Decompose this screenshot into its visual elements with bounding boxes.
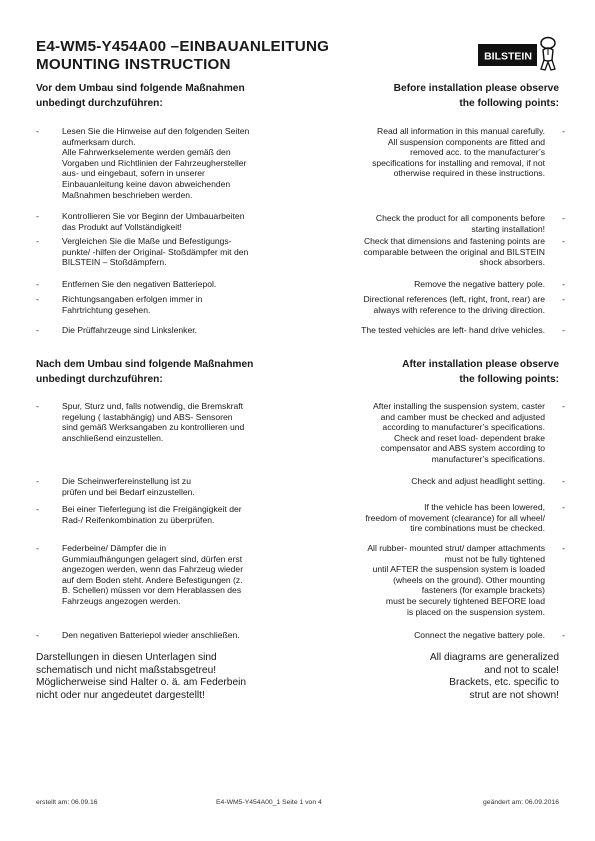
item-text: Check and adjust headlight setting.	[411, 476, 545, 486]
after-item-en	[329, 502, 565, 534]
before-heading-en	[394, 81, 559, 111]
after-item-en	[329, 476, 565, 487]
bullet-dash: -	[562, 213, 565, 223]
bullet-dash: -	[36, 126, 39, 136]
after-item-en	[329, 630, 565, 641]
item-text: Kontrollieren Sie vor Beginn der Umbauarbeiten das Produkt auf Vollständigkeit!	[62, 211, 245, 232]
item-text: Check the product for all components before starting installation!	[375, 213, 545, 234]
item-text: Spur, Sturz und, falls notwendig, die Bremskraft regelung ( lastabhängig) und ABS- Sensoren sind gemäß Werksangaben zu kontrollieren und anschließend einzustellen.	[62, 401, 245, 443]
bullet-dash: -	[36, 401, 39, 411]
after-item-en	[329, 543, 565, 617]
before-item-de	[36, 294, 286, 315]
bullet-dash: -	[36, 294, 39, 304]
bullet-dash: -	[36, 630, 39, 640]
footer-document-page: E4-WM5-Y454A00_1 Seite 1 von 4	[216, 799, 322, 806]
bullet-dash: -	[562, 294, 565, 304]
bullet-dash: -	[562, 236, 565, 246]
after-item-de	[36, 630, 286, 641]
before-item-de	[36, 236, 286, 268]
item-text: Connect the negative battery pole.	[414, 630, 545, 640]
item-text: Remove the negative battery pole.	[414, 279, 545, 289]
bullet-dash: -	[36, 211, 39, 221]
after-item-de	[36, 543, 286, 607]
after-heading-en	[402, 357, 559, 387]
after-item-en	[329, 401, 565, 465]
before-item-en	[329, 236, 565, 268]
before-heading-de-line1: Vor dem Umbau sind folgende Maßnahmen	[36, 83, 245, 94]
bullet-dash: -	[562, 401, 565, 411]
before-heading-de	[36, 81, 245, 111]
before-item-de	[36, 325, 286, 336]
before-item-de	[36, 126, 286, 200]
title-line-en: MOUNTING INSTRUCTION	[36, 56, 231, 73]
item-text: Directional references (left, right, front, rear) are always with reference to the driving direction.	[363, 294, 545, 315]
bullet-dash: -	[562, 279, 565, 289]
title-line-de: E4-WM5-Y454A00 –EINBAUANLEITUNG	[36, 38, 330, 55]
item-text: Entfernen Sie den negativen Batteriepol.	[62, 279, 217, 289]
before-item-en	[329, 279, 565, 290]
final-note-text: All diagrams are generalized and not to scale! Brackets, etc. specific to strut are not shown!	[429, 652, 559, 701]
final-note-de	[36, 652, 286, 702]
before-item-en	[329, 325, 565, 336]
before-heading-de-line2: unbedingt durchzuführen:	[36, 98, 163, 109]
svg-text:BILSTEIN: BILSTEIN	[484, 50, 532, 63]
bullet-dash: -	[562, 543, 565, 553]
item-text: Lesen Sie die Hinweise auf den folgenden Seiten aufmerksam durch. Alle Fahrwerkselemente werden gemäß den Vorgaben und Richtlinien der Fahrzeughersteller aus- und eingebaut, sofern in unserer Einbauanleitung keine davon abweichenden Maßnahmen beschrieben werden.	[62, 126, 250, 200]
before-item-de	[36, 279, 286, 290]
item-text: Die Scheinwerfereinstellung ist zu prüfen und bei Bedarf einzustellen.	[62, 476, 195, 497]
item-text: Richtungsangaben erfolgen immer in Fahrtrichtung gesehen.	[62, 294, 203, 315]
bullet-dash: -	[36, 325, 39, 335]
before-heading-en-line1: Before installation please observe	[393, 83, 559, 94]
item-text: Read all information in this manual carefully. All suspension components are fitted and removed acc. to the manufacturer’s specifications for installing and removal, if not otherwise required in these instructions.	[372, 126, 545, 179]
bullet-dash: -	[562, 630, 565, 640]
bullet-dash: -	[36, 543, 39, 553]
bullet-dash: -	[562, 476, 565, 486]
after-heading-de-line2: unbedingt durchzuführen:	[36, 374, 163, 385]
item-text: Vergleichen Sie die Maße und Befestigungs- punkte/ -hilfen der Original- Stoßdämpfer mit den BILSTEIN – Stoßdämpfern.	[62, 236, 249, 268]
after-item-de	[36, 504, 286, 525]
final-note-en	[329, 652, 559, 702]
item-text: The tested vehicles are left- hand drive vehicles.	[361, 325, 545, 335]
bullet-dash: -	[36, 236, 39, 246]
bullet-dash: -	[562, 126, 565, 136]
item-text: If the vehicle has been lowered, freedom of movement (clearance) for all wheel/ tire combinations must be checked.	[365, 502, 545, 534]
bullet-dash: -	[562, 325, 565, 335]
item-text: Federbeine/ Dämpfer die in Gummiaufhängungen gelagert sind, dürfen erst angezogen werden, wenn das Fahrzeug wieder auf dem Boden steht. Andere Befestigungen (z. B. Schellen) müssen vor dem Herablassen des Fahrzeugs angezogen werden.	[62, 543, 244, 606]
footer-changed: geändert am: 06.09.2016	[483, 799, 559, 806]
footer-created: erstellt am: 06.09.16	[36, 799, 98, 806]
after-item-de	[36, 401, 286, 443]
final-note-text: Darstellungen in diesen Unterlagen sind schematisch und nicht maßstabsgetreu! Möglicherweise sind Halter o. ä. am Federbein nicht oder nur angedeutet dargestellt!	[36, 652, 247, 701]
after-item-de	[36, 476, 286, 497]
document-title	[36, 38, 329, 74]
bullet-dash: -	[36, 279, 39, 289]
item-text: All rubber- mounted strut/ damper attachments must not be fully tightened until AFTER the suspension system is loaded (wheels on the ground). Other mounting fasteners (for example brackets) must be securely tightened BEFORE load is placed on the suspension system.	[367, 543, 545, 617]
before-item-en	[329, 294, 565, 315]
item-text: After installing the suspension system, caster and camber must be checked and adjusted according to manufacturer’s specifications. Check and reset load- dependent brake compensator and ABS system according to manufacturer’s specifications.	[373, 401, 545, 464]
bullet-dash: -	[36, 504, 39, 514]
item-text: Check that dimensions and fastening points are comparable between the original and BILSTEIN shock absorbers.	[363, 236, 545, 268]
before-item-de	[36, 211, 286, 232]
after-heading-en-line1: After installation please observe	[402, 359, 559, 370]
after-heading-de	[36, 357, 253, 387]
before-heading-en-line2: the following points:	[459, 98, 559, 109]
item-text: Die Prüffahrzeuge sind Linkslenker.	[62, 325, 198, 335]
after-heading-en-line2: the following points:	[459, 374, 559, 385]
item-text: Bei einer Tieferlegung ist die Freigängigkeit der Rad-/ Reifenkombination zu überprüfen.	[62, 504, 242, 525]
item-text: Den negativen Batteriepol wieder anschließen.	[62, 630, 240, 640]
before-item-en	[329, 126, 565, 179]
before-item-en	[329, 213, 565, 234]
bullet-dash: -	[562, 502, 565, 512]
after-heading-de-line1: Nach dem Umbau sind folgende Maßnahmen	[36, 359, 254, 370]
bilstein-logo	[478, 35, 560, 75]
bullet-dash: -	[36, 476, 39, 486]
